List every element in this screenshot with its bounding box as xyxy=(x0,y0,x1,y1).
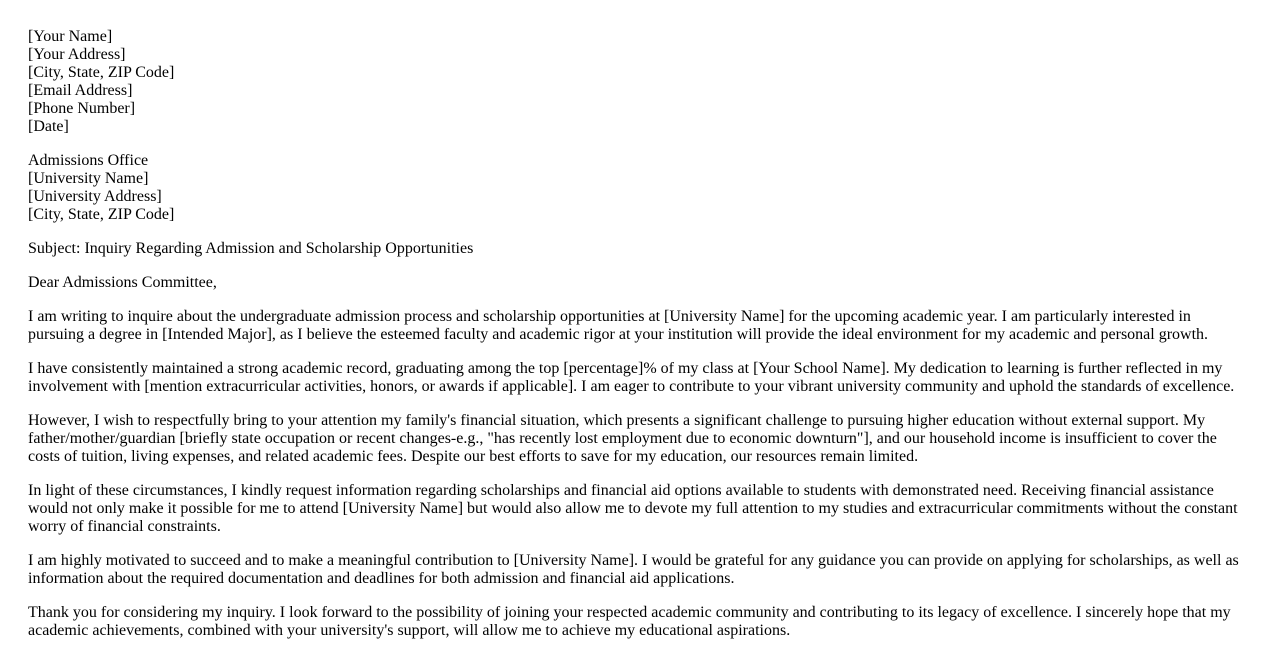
sender-address-block xyxy=(28,28,1250,136)
body-paragraph-5: I am highly motivated to succeed and to make a meaningful contribution to [University Name]. I would be grateful for any guidance you can provide on applying for scholarships, as well as information about the required documentation and deadlines for both admission and financial aid applications. xyxy=(28,552,1239,587)
letter-date: [Date] xyxy=(28,118,69,135)
recipient-address-block xyxy=(28,152,1250,224)
sender-name: [Your Name] xyxy=(28,28,113,45)
sender-city-state-zip: [City, State, ZIP Code] xyxy=(28,64,175,81)
salutation: Dear Admissions Committee, xyxy=(28,274,217,291)
subject-line: Subject: Inquiry Regarding Admission and Scholarship Opportunities xyxy=(28,240,474,257)
recipient-university-address: [University Address] xyxy=(28,188,162,205)
sender-address: [Your Address] xyxy=(28,46,126,63)
sender-phone: [Phone Number] xyxy=(28,100,136,117)
body-paragraph-3: However, I wish to respectfully bring to your attention my family's financial situation, which presents a significant challenge to pursuing higher education without external support. My father/mother/guardian [briefly state occupation or recent changes-e.g., "has recently lost employment due to economic downturn"], and our household income is insufficient to cover the costs of tuition, living expenses, and related academic fees. Despite our best efforts to save for my education, our resources remain limited. xyxy=(28,412,1217,465)
body-paragraph-4: In light of these circumstances, I kindly request information regarding scholarships and financial aid options available to students with demonstrated need. Receiving financial assistance would not only make it possible for me to attend [University Name] but would also allow me to devote my full attention to my studies and extracurricular commitments without the constant worry of financial constraints. xyxy=(28,482,1238,535)
recipient-city-state-zip: [City, State, ZIP Code] xyxy=(28,206,175,223)
body-paragraph-6: Thank you for considering my inquiry. I look forward to the possibility of joining your respected academic community and contributing to its legacy of excellence. I sincerely hope that my academic achievements, combined with your university's support, will allow me to achieve my educational aspirations. xyxy=(28,604,1231,639)
recipient-university-name: [University Name] xyxy=(28,170,149,187)
sender-email: [Email Address] xyxy=(28,82,133,99)
body-paragraph-1: I am writing to inquire about the undergraduate admission process and scholarship opportunities at [University Name] for the upcoming academic year. I am particularly interested in pursuing a degree in [Intended Major], as I believe the esteemed faculty and academic rigor at your institution will provide the ideal environment for my academic and personal growth. xyxy=(28,308,1209,343)
body-paragraph-2: I have consistently maintained a strong academic record, graduating among the top [percentage]% of my class at [Your School Name]. My dedication to learning is further reflected in my involvement with [mention extracurricular activities, honors, or awards if applicable]. I am eager to contribute to your vibrant university community and uphold the standards of excellence. xyxy=(28,360,1235,395)
recipient-office: Admissions Office xyxy=(28,152,149,169)
